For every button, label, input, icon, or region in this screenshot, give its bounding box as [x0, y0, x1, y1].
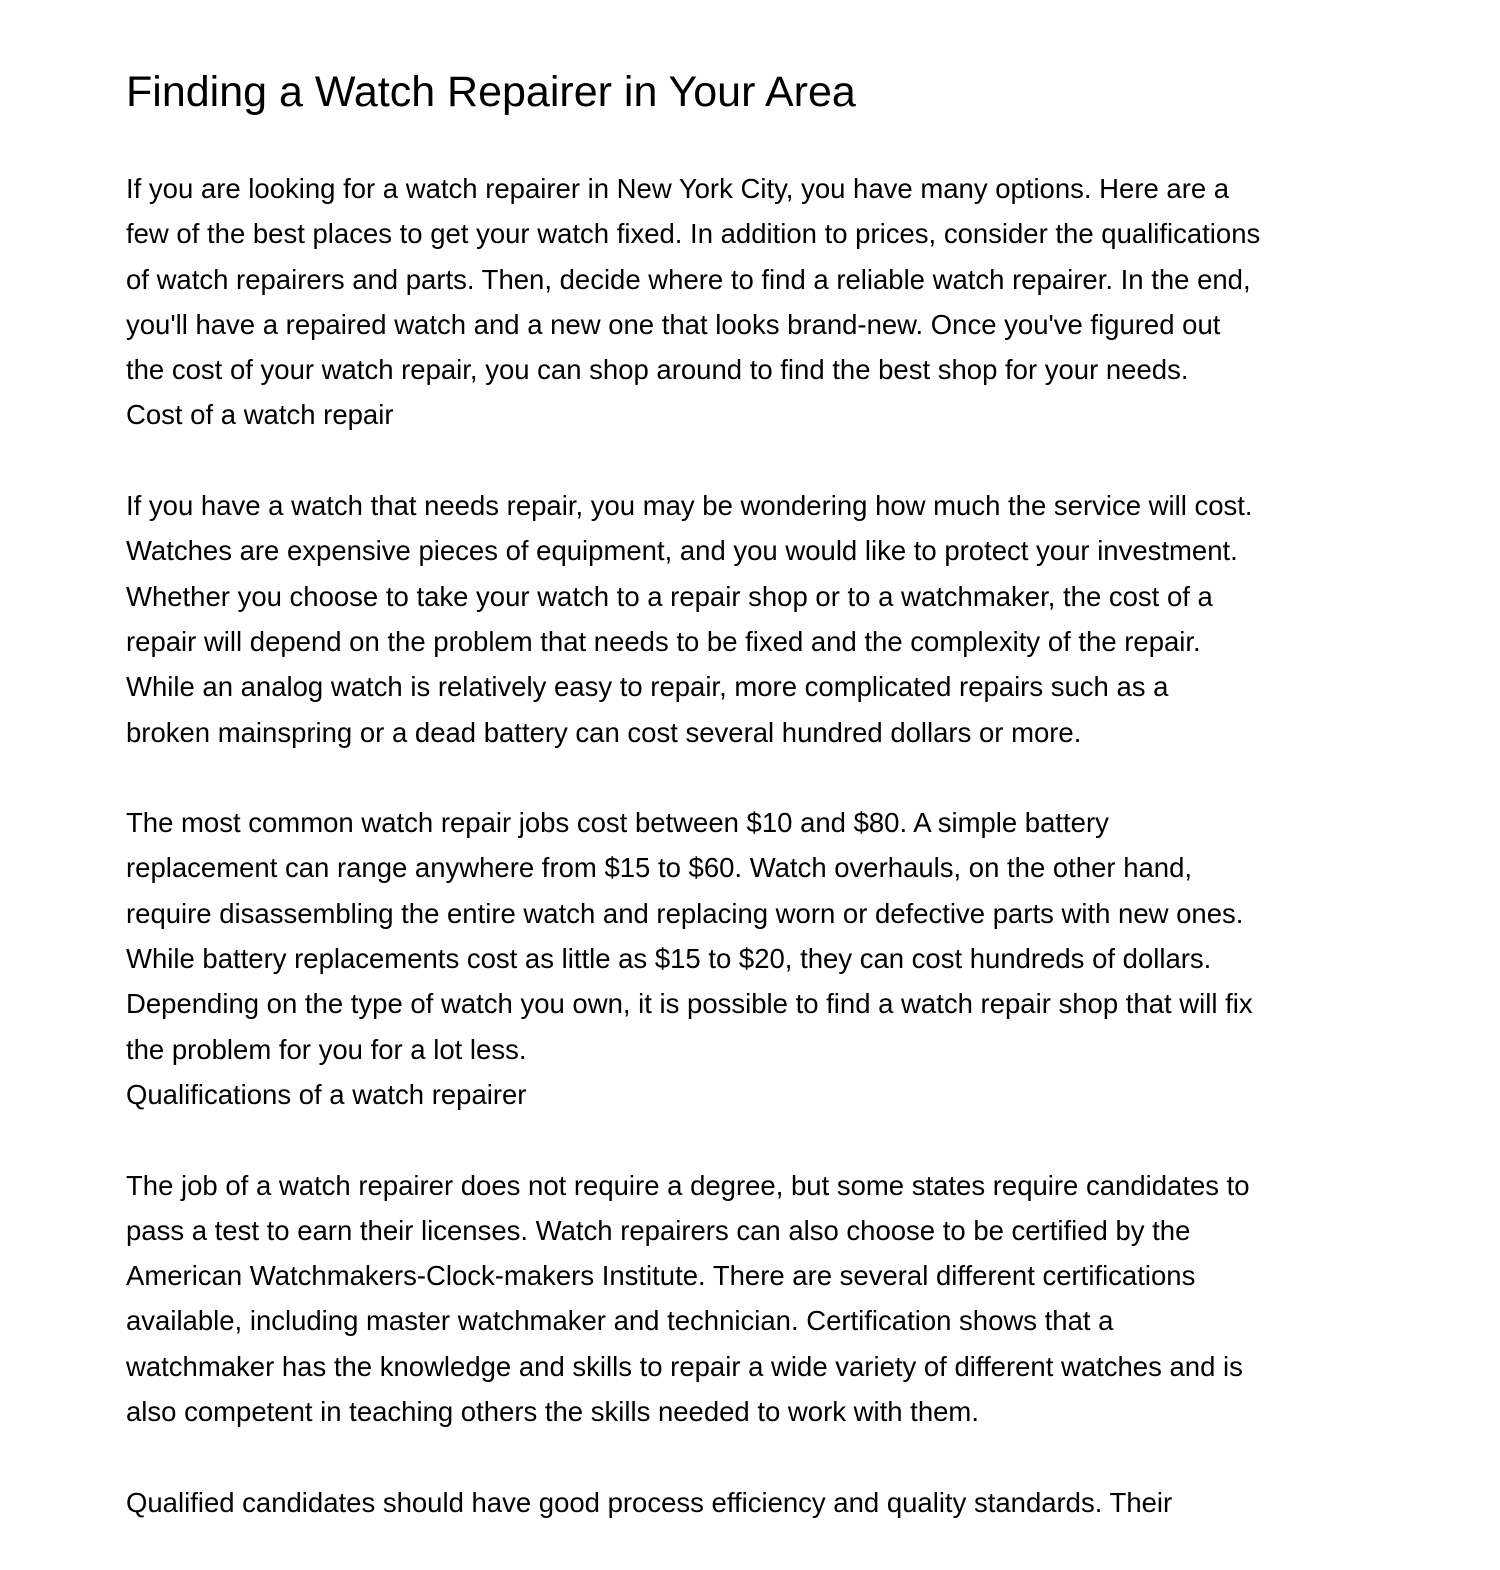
text-line: replacement can range anywhere from $15 to $60. Watch overhauls, on the other hand,	[126, 852, 1193, 884]
text-line: the problem for you for a lot less.	[126, 1033, 527, 1065]
text-line: If you have a watch that needs repair, you may be wondering how much the service will cost.	[126, 490, 1253, 522]
text-line: the cost of your watch repair, you can shop around to find the best shop for your needs.	[126, 354, 1189, 386]
text-line: few of the best places to get your watch fixed. In addition to prices, consider the qualifications	[126, 218, 1261, 250]
paragraph	[126, 483, 1426, 755]
text-line: require disassembling the entire watch and replacing worn or defective parts with new ones.	[126, 897, 1244, 929]
text-line: Whether you choose to take your watch to a repair shop or to a watchmaker, the cost of a	[126, 580, 1213, 612]
text-line: While battery replacements cost as little as $15 to $20, they can cost hundreds of dollars.	[126, 943, 1212, 975]
text-line: broken mainspring or a dead battery can cost several hundred dollars or more.	[126, 716, 1082, 748]
text-line: you'll have a repaired watch and a new one that looks brand-new. Once you've figured out	[126, 308, 1221, 340]
text-line: Qualified candidates should have good process efficiency and quality standards. Their	[126, 1486, 1173, 1518]
text-line: available, including master watchmaker and technician. Certification shows that a	[126, 1305, 1114, 1337]
text-line: also competent in teaching others the skills needed to work with them.	[126, 1396, 979, 1428]
text-line: Depending on the type of watch you own, it is possible to find a watch repair shop that will fix	[126, 988, 1253, 1020]
text-line: repair will depend on the problem that needs to be fixed and the complexity of the repair.	[126, 625, 1201, 657]
text-line: Cost of a watch repair	[126, 399, 394, 431]
text-line: of watch repairers and parts. Then, decide where to find a reliable watch repairer. In the end,	[126, 263, 1251, 295]
text-line: The most common watch repair jobs cost between $10 and $80. A simple battery	[126, 807, 1109, 839]
paragraph	[126, 166, 1426, 438]
text-line: Qualifications of a watch repairer	[126, 1078, 527, 1110]
paragraph	[126, 1480, 1426, 1525]
document-title: Finding a Watch Repairer in Your Area	[126, 68, 856, 116]
text-line: American Watchmakers-Clock-makers Institute. There are several different certifications	[126, 1260, 1196, 1292]
paragraph	[126, 1163, 1426, 1435]
text-line: pass a test to earn their licenses. Watch repairers can also choose to be certified by the	[126, 1214, 1191, 1246]
text-line: The job of a watch repairer does not require a degree, but some states require candidates to	[126, 1169, 1250, 1201]
text-line: If you are looking for a watch repairer in New York City, you have many options. Here are a	[126, 173, 1230, 204]
document-body	[126, 166, 1426, 1570]
text-line: Watches are expensive pieces of equipment, and you would like to protect your investment.	[126, 535, 1238, 567]
text-line: watchmaker has the knowledge and skills to repair a wide variety of different watches and is	[126, 1350, 1243, 1382]
paragraph	[126, 800, 1426, 1117]
text-line: While an analog watch is relatively easy to repair, more complicated repairs such as a	[126, 671, 1169, 703]
